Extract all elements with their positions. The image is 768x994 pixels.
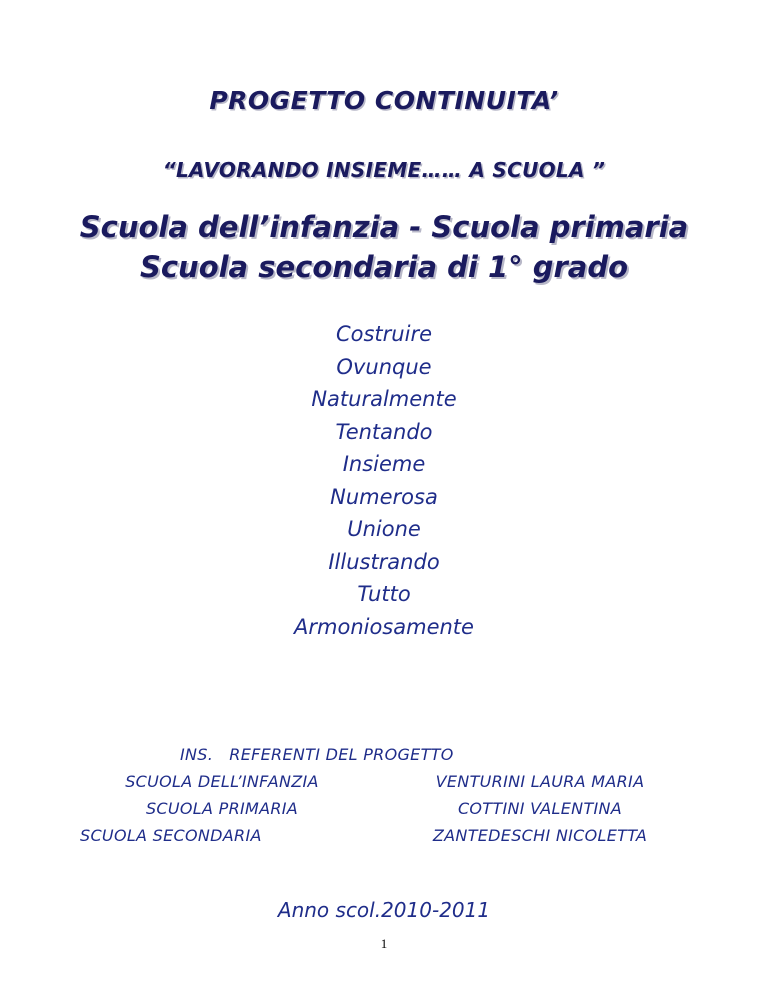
referent-school: SCUOLA PRIMARIA (145, 799, 299, 818)
referent-teacher: ZANTEDESCHI NICOLETTA (432, 826, 648, 845)
acrostic-word: Tutto (357, 582, 411, 606)
acrostic-word: Costruire (335, 322, 433, 346)
referent-teacher: COTTINI VALENTINA (457, 799, 623, 818)
school-levels-line-2: Scuola secondaria di 1° grado (139, 250, 629, 284)
school-levels-line-1: Scuola dell’infanzia - Scuola primaria (79, 210, 689, 244)
acrostic-word: Numerosa (330, 484, 438, 509)
page-number: 1 (380, 936, 388, 951)
school-year: Anno scol.2010-2011 (277, 898, 491, 922)
acrostic-word: Illustrando (328, 549, 440, 574)
acrostic-word: Ovunque (336, 354, 432, 379)
acrostic-word: Naturalmente (311, 387, 457, 411)
acrostic-word: Tentando (335, 419, 433, 444)
document-title: PROGETTO CONTINUITA’ (209, 86, 559, 115)
referents-heading: INS. REFERENTI DEL PROGETTO (180, 745, 454, 764)
acrostic-word: Unione (347, 517, 421, 541)
referent-school: SCUOLA DELL’INFANZIA (125, 772, 319, 791)
acrostic-list (0, 318, 768, 643)
referent-school: SCUOLA SECONDARIA (80, 826, 262, 845)
document-subtitle: “LAVORANDO INSIEME…… A SCUOLA ” (162, 158, 606, 182)
referent-teacher: VENTURINI LAURA MARIA (435, 772, 645, 791)
acrostic-word: Insieme (342, 452, 426, 476)
acrostic-word: Armoniosamente (294, 614, 474, 639)
